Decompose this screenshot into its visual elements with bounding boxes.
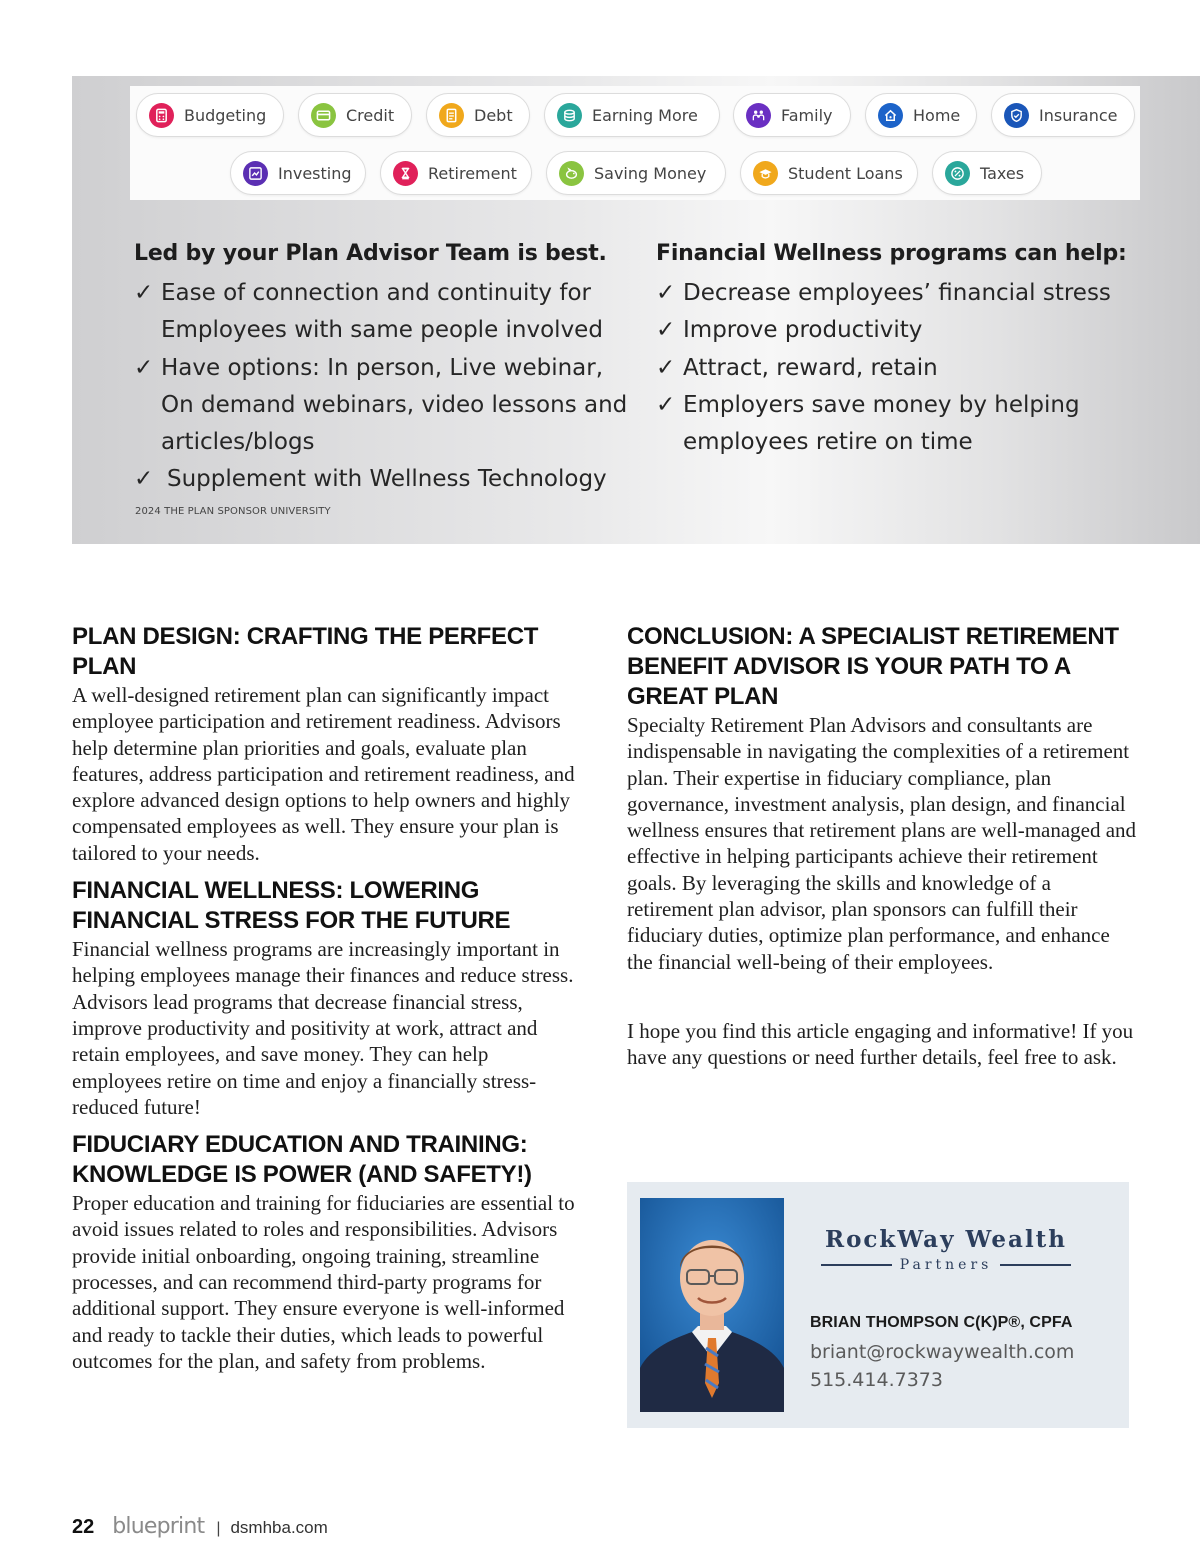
category-pill-investing	[230, 151, 366, 195]
wellness-programs-list	[656, 275, 1116, 461]
calculator-icon	[149, 103, 174, 128]
check-item: ✓ Have options: In person, Live webinar, On demand webinars, video lessons and articles/blogs	[134, 350, 634, 462]
check-item: ✓ Attract, reward, retain	[656, 350, 1116, 387]
category-label: Home	[913, 105, 961, 125]
category-label: Retirement	[428, 163, 517, 183]
advisor-phone[interactable]: 515.414.7373	[810, 1369, 943, 1391]
advisor-contact-card	[627, 1182, 1129, 1428]
check-item: ✓ Supplement with Wellness Technology	[134, 461, 634, 498]
category-label: Taxes	[980, 163, 1025, 183]
category-pill-insurance	[991, 93, 1135, 137]
category-label: Investing	[278, 163, 352, 183]
category-pill-retirement	[380, 151, 532, 195]
check-item: ✓ Employers save money by helping employees retire on time	[656, 387, 1116, 462]
section-heading-fiduciary-education: FIDUCIARY EDUCATION AND TRAINING: KNOWLEDGE IS POWER (AND SAFETY!)	[72, 1131, 532, 1189]
category-pill-saving-money	[546, 151, 726, 195]
credit-card-icon	[311, 103, 336, 128]
section-heading-plan-design: PLAN DESIGN: CRAFTING THE PERFECT PLAN	[72, 623, 539, 680]
chart-icon	[243, 161, 268, 186]
section-heading-conclusion: CONCLUSION: A SPECIALIST RETIREMENT BENEFIT ADVISOR IS YOUR PATH TO A GREAT PLAN	[627, 623, 1119, 710]
advisor-name: BRIAN THOMPSON C(K)P®, CPFA	[810, 1314, 1073, 1331]
contact-details	[810, 1314, 1074, 1391]
retirement-icon	[393, 161, 418, 186]
page-number: 22	[72, 1516, 95, 1538]
piggy-bank-icon	[559, 161, 584, 186]
article-right-column	[627, 622, 1137, 1071]
category-label: Budgeting	[184, 105, 267, 125]
category-row-2	[130, 151, 1140, 195]
category-label: Student Loans	[788, 163, 903, 183]
category-label: Debt	[474, 105, 513, 125]
category-label: Saving Money	[594, 163, 707, 183]
advisor-email[interactable]: briant@rockwaywealth.com	[810, 1341, 1075, 1363]
section-body-fiduciary-education: Proper education and training for fiduciaries are essential to avoid issues related to roles and responsibilities. Advisors provide initial onboarding, ongoing training, streamline processes, and can recommend third-party programs for additional support. They ensure everyone is well-informed and ready to tackle their duties, which leads to powerful outcomes for the plan, and safety from problems.	[72, 1191, 575, 1373]
closing-paragraph: I hope you find this article engaging and informative! If you have any questions or need further details, feel free to ask.	[627, 1018, 1134, 1070]
check-item: ✓ Improve productivity	[656, 312, 1116, 349]
logo-wordmark: RockWay Wealth	[824, 1226, 1068, 1253]
category-pill-credit	[298, 93, 412, 137]
rockway-wealth-logo	[813, 1226, 1079, 1273]
document-icon	[439, 103, 464, 128]
section-body-plan-design: A well-designed retirement plan can significantly impact employee participation and retirement readiness. Advisors help determine plan priorities and goals, evaluate plan features, address participation and retirement readiness, and explore advanced design options to help owners and highly compensated employees as well. They ensure your plan is tailored to your needs.	[72, 683, 575, 865]
category-pill-budgeting	[136, 93, 284, 137]
category-pill-debt	[426, 93, 530, 137]
advisor-portrait	[640, 1198, 784, 1412]
section-heading-financial-wellness: FINANCIAL WELLNESS: LOWERING FINANCIAL STRESS FOR THE FUTURE	[72, 877, 511, 935]
category-label: Earning More	[592, 105, 698, 125]
home-icon	[878, 103, 903, 128]
category-pill-earning-more	[544, 93, 720, 137]
check-item: ✓ Ease of connection and continuity for Employees with same people involved	[134, 275, 634, 350]
check-item: ✓ Decrease employees’ financial stress	[656, 275, 1116, 312]
family-icon	[746, 103, 771, 128]
article-left-column	[72, 622, 577, 1374]
financial-wellness-infographic	[72, 76, 1200, 544]
shield-icon	[1004, 103, 1029, 128]
page-footer	[72, 1514, 328, 1544]
category-strip	[130, 86, 1140, 200]
footer-separator: |	[216, 1520, 221, 1537]
category-pill-student-loans	[740, 151, 918, 195]
logo-subtitle: Partners	[899, 1257, 993, 1273]
category-label: Insurance	[1039, 105, 1118, 125]
section-body-conclusion: Specialty Retirement Plan Advisors and consultants are indispensable in navigating the complexities of a retirement plan. Their expertise in fiduciary compliance, plan governance, investment analysis, plan design, and financial wellness ensures that retirement plans are well-managed and effective in helping participants achieve their retirement goals. By leveraging the skills and knowledge of a retirement plan advisor, plan sponsors can fulfill their fiduciary duties, optimize plan performance, and enhance the financial well-being of their employees.	[627, 713, 1137, 974]
category-label: Family	[781, 105, 833, 125]
category-pill-taxes	[932, 151, 1042, 195]
advisor-team-list	[134, 275, 634, 499]
category-pill-family	[733, 93, 851, 137]
category-pill-home	[865, 93, 977, 137]
wellness-programs-heading: Financial Wellness programs can help:	[656, 241, 1127, 266]
section-body-financial-wellness: Financial wellness programs are increasingly important in helping employees manage their finances and reduce stress. Advisors lead programs that decrease financial stress, improve productivity and positivity at work, attract and retain employees, and save money. They can help employees retire on time and enjoy a financially stress-reduced future!	[72, 937, 574, 1119]
category-row-1	[130, 93, 1140, 137]
advisor-portrait-illustration	[640, 1198, 784, 1412]
coins-icon	[557, 103, 582, 128]
website-link[interactable]: dsmhba.com	[230, 1518, 328, 1537]
graduation-cap-icon	[753, 161, 778, 186]
percent-icon	[945, 161, 970, 186]
advisor-team-heading: Led by your Plan Advisor Team is best.	[134, 241, 607, 266]
image-credit: 2024 THE PLAN SPONSOR UNIVERSITY	[135, 506, 331, 517]
category-label: Credit	[346, 105, 395, 125]
blueprint-brand: blueprint	[112, 1514, 205, 1539]
